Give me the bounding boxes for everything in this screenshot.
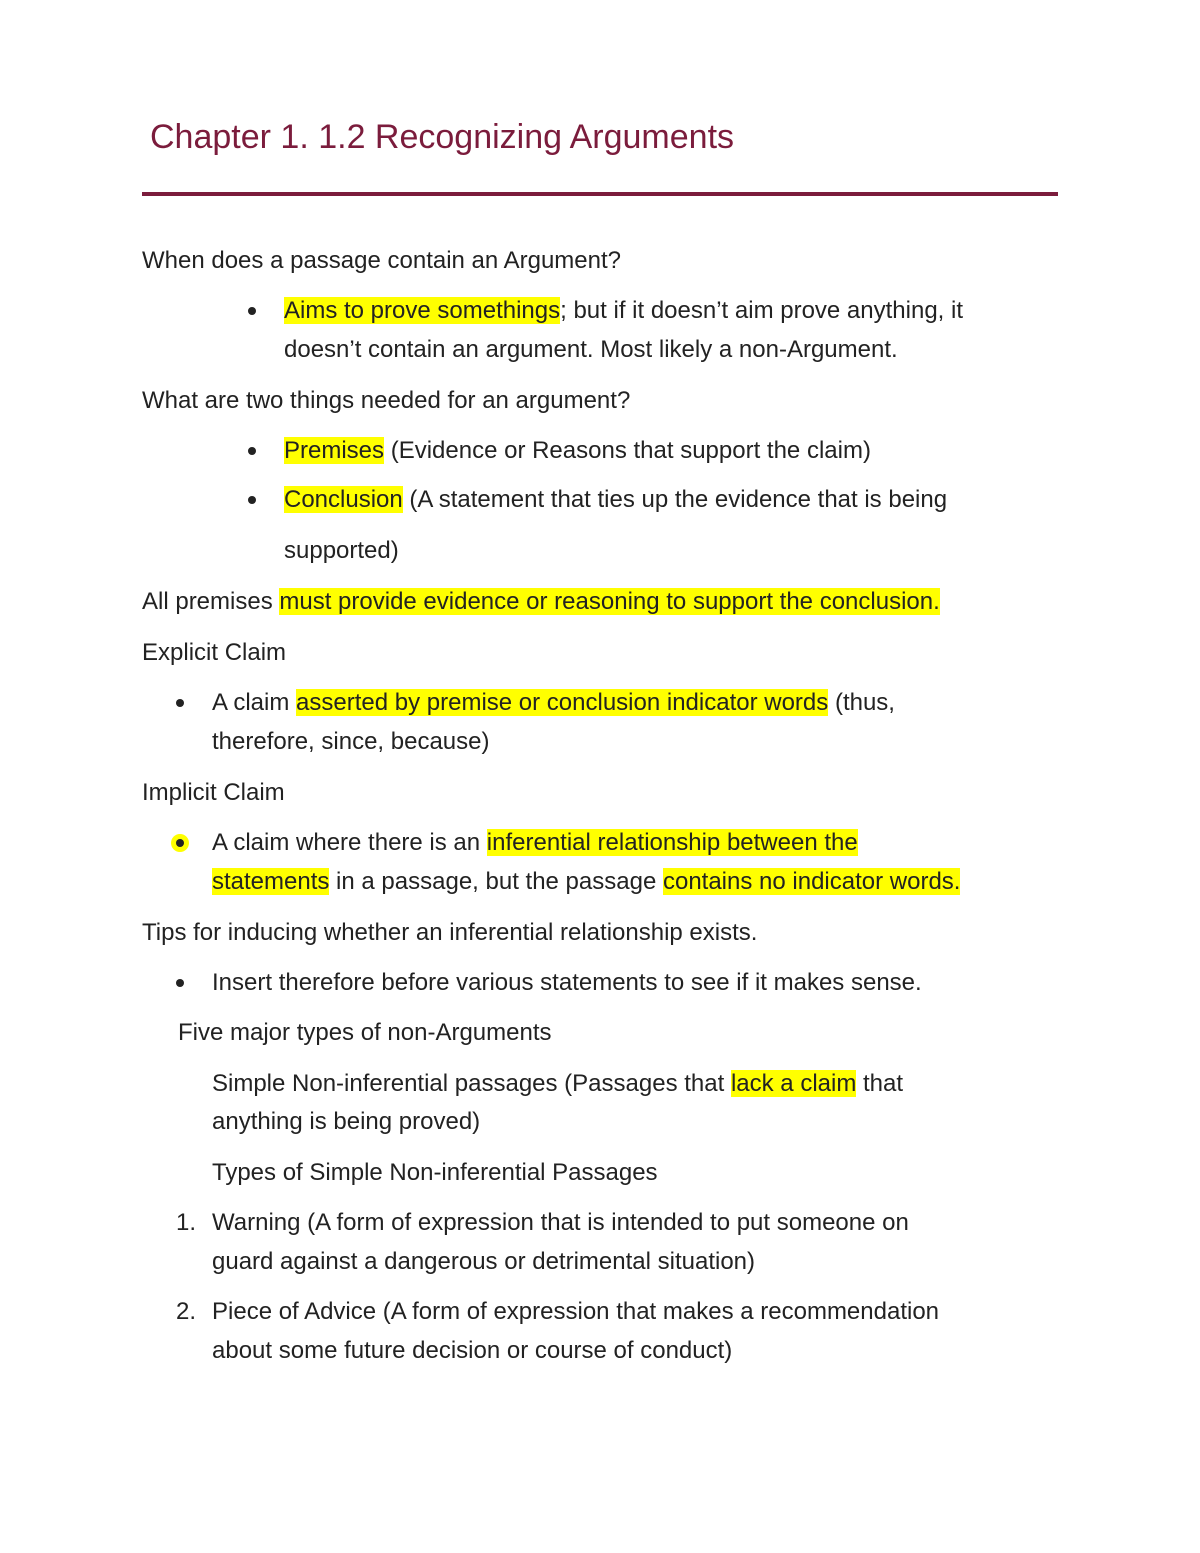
tips-bullet: Insert therefore before various statements to see if it makes sense.: [212, 969, 922, 996]
question-when-argument: When does a passage contain an Argument?: [142, 247, 621, 274]
explicit-claim-heading: Explicit Claim: [142, 639, 287, 666]
list-item-warning-line1: Warning (A form of expression that is intended to put someone on: [212, 1209, 909, 1236]
list-number: 1.: [176, 1209, 197, 1236]
implicit-claim-middle: in a passage, but the passage: [329, 868, 663, 895]
explicit-claim-line1: [212, 684, 895, 722]
implicit-claim-line1: [212, 824, 858, 862]
highlight-conclusion: Conclusion: [284, 486, 403, 513]
page-title: Chapter 1. 1.2 Recognizing Arguments: [150, 118, 735, 156]
highlight-lack-claim: lack a claim: [730, 1070, 857, 1097]
explicit-claim-tail: (thus,: [828, 689, 895, 716]
bullet-dot: [248, 432, 268, 470]
highlight-statements: statements: [212, 868, 330, 895]
title-underline: [142, 192, 1058, 196]
list-item-warning-line2: guard against a dangerous or detrimental situation): [212, 1248, 755, 1275]
simple-non-inferential-line1: [212, 1065, 903, 1103]
bullet-dot: [176, 964, 196, 1002]
bullet-aims-line2: doesn’t contain an argument. Most likely a non-Argument.: [284, 336, 898, 363]
types-heading: Types of Simple Non-inferential Passages: [212, 1159, 658, 1186]
highlight-inferential-relationship: inferential relationship between the: [486, 829, 858, 856]
list-item-advice-line2: about some future decision or course of conduct): [212, 1337, 733, 1364]
all-premises-lead: All premises: [142, 588, 280, 615]
all-premises-statement: [142, 583, 940, 621]
tips-heading: Tips for inducing whether an inferential relationship exists.: [142, 919, 758, 946]
bullet-dot: [176, 824, 196, 862]
highlight-evidence: must provide evidence or reasoning to support the conclusion.: [279, 588, 940, 615]
simple-non-inferential-lead: Simple Non-inferential passages (Passages that: [212, 1070, 731, 1097]
bullet-conclusion-line1: [284, 481, 947, 519]
premises-description: (Evidence or Reasons that support the claim): [384, 437, 871, 464]
five-types-heading: Five major types of non-Arguments: [178, 1019, 552, 1046]
bullet-dot: [248, 481, 268, 519]
explicit-claim-line2: therefore, since, because): [212, 728, 490, 755]
explicit-claim-lead: A claim: [212, 689, 297, 716]
bullet-dot: [248, 292, 268, 330]
list-number: 2.: [176, 1298, 197, 1325]
bullet-premises: [284, 432, 871, 470]
bullet-aims-rest: ; but if it doesn’t aim prove anything, it: [560, 297, 964, 324]
highlight-premises: Premises: [284, 437, 385, 464]
simple-non-inferential-tail: that: [856, 1070, 904, 1097]
implicit-claim-lead: A claim where there is an: [212, 829, 487, 856]
highlight-no-indicator-words: contains no indicator words.: [662, 868, 961, 895]
conclusion-description: (A statement that ties up the evidence that is being: [402, 486, 948, 513]
bullet-dot: [176, 684, 196, 722]
simple-non-inferential-line2: anything is being proved): [212, 1108, 481, 1135]
list-item-advice-line1: Piece of Advice (A form of expression that makes a recommendation: [212, 1298, 940, 1325]
implicit-claim-heading: Implicit Claim: [142, 779, 285, 806]
implicit-claim-line2: [212, 863, 960, 901]
bullet-aims-line1: [284, 292, 963, 330]
question-two-things: What are two things needed for an argument?: [142, 387, 631, 414]
highlight-indicator-words: asserted by premise or conclusion indicator words: [296, 689, 829, 716]
bullet-conclusion-line2: supported): [284, 537, 399, 564]
highlight-aims: Aims to prove somethings: [284, 297, 561, 324]
